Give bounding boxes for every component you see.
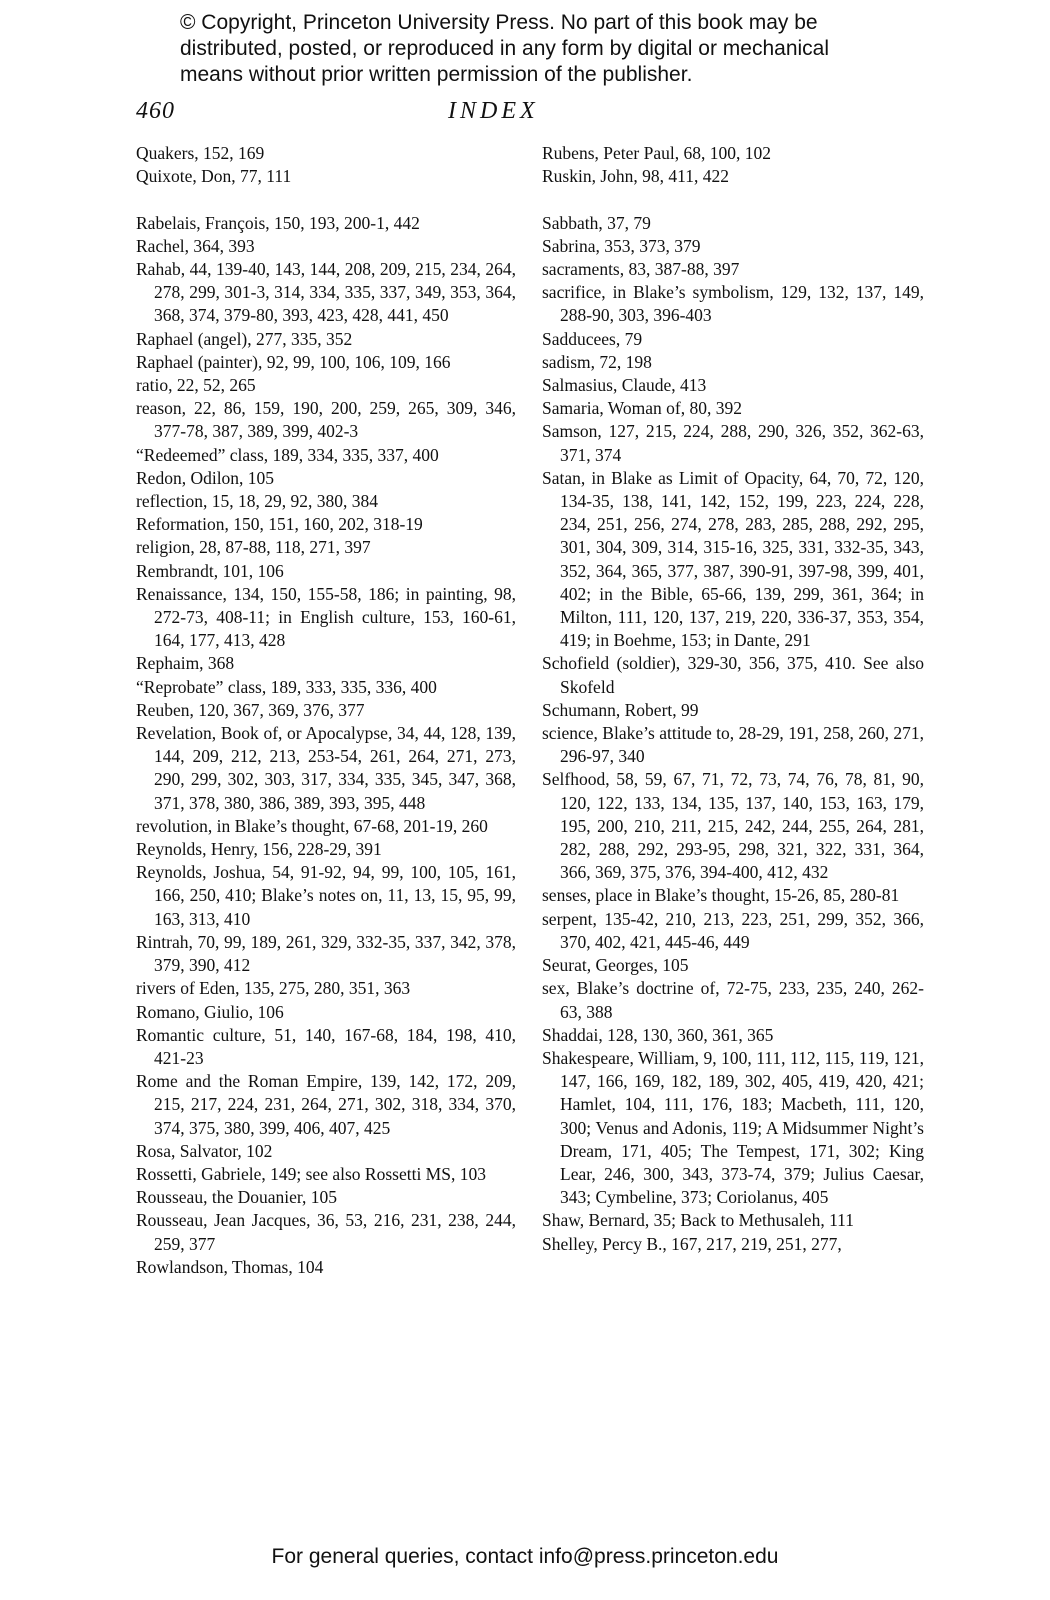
copyright-line: means without prior written permission of the publisher.	[180, 63, 693, 86]
index-entry: science, Blake’s attitude to, 28-29, 191, 258, 260, 271, 296-97, 340	[542, 723, 924, 767]
footer-contact: For general queries, contact info@press.princeton.edu	[271, 1545, 779, 1568]
index-entry: Shaw, Bernard, 35; Back to Methusaleh, 111	[542, 1210, 855, 1231]
index-entry: Romantic culture, 51, 140, 167-68, 184, 198, 410, 421-23	[136, 1024, 516, 1068]
index-entry: Rephaim, 368	[136, 653, 235, 674]
index-entry: Rome and the Roman Empire, 139, 142, 172, 209, 215, 217, 224, 231, 264, 271, 302, 318, 334, 370, 374, 375, 380, 399, 406, 407, 425	[136, 1071, 516, 1138]
index-entry: Rachel, 364, 393	[136, 235, 255, 256]
index-entry: Raphael (angel), 277, 335, 352	[136, 328, 353, 349]
index-entry: Romano, Giulio, 106	[136, 1001, 284, 1022]
index-entry: Reuben, 120, 367, 369, 376, 377	[136, 699, 365, 720]
index-entry: Rabelais, François, 150, 193, 200-1, 442	[136, 212, 420, 233]
index-entry: senses, place in Blake’s thought, 15-26, 85, 280-81	[542, 885, 900, 906]
index-entry: Schumann, Robert, 99	[542, 699, 699, 720]
index-entry: Salmasius, Claude, 413	[542, 375, 707, 396]
index-entry: sacrifice, in Blake’s symbolism, 129, 132, 137, 149, 288-90, 303, 396-403	[542, 282, 924, 326]
index-entry: Ruskin, John, 98, 411, 422	[542, 166, 730, 187]
index-entry: ratio, 22, 52, 265	[136, 375, 256, 396]
copyright-line: © Copyright, Princeton University Press. No part of this book may be	[180, 11, 818, 34]
index-entry: reason, 22, 86, 159, 190, 200, 259, 265, 309, 346, 377-78, 387, 389, 399, 402-3	[136, 398, 516, 442]
index-entry: rivers of Eden, 135, 275, 280, 351, 363	[136, 978, 411, 999]
index-entry: Shakespeare, William, 9, 100, 111, 112, 115, 119, 121, 147, 166, 169, 182, 189, 302, 405, 419, 420, 421; Hamlet, 104, 111, 176, 183; Macbeth, 111, 120, 300; Venus and Adonis, 119; A Midsummer Night’s Dream, 171, 405; The Tempest, 171, 302; King Lear, 246, 300, 343, 373-74, 379; Julius Caesar, 343; Cymbeline, 373; Coriolanus, 405	[542, 1047, 924, 1208]
page-header	[0, 98, 1050, 132]
index-entry: Sadducees, 79	[542, 328, 643, 349]
index-entry: Reynolds, Joshua, 54, 91-92, 94, 99, 100, 105, 161, 166, 250, 410; Blake’s notes on, 11, 13, 15, 95, 99, 163, 313, 410	[136, 862, 516, 929]
index-entry: Seurat, Georges, 105	[542, 955, 689, 976]
index-entry: Redon, Odilon, 105	[136, 467, 275, 488]
index-entry: Raphael (painter), 92, 99, 100, 106, 109, 166	[136, 351, 451, 372]
index-entry: Sabrina, 353, 373, 379	[542, 235, 701, 256]
index-entry: Renaissance, 134, 150, 155-58, 186; in painting, 98, 272-73, 408-11; in English culture, 153, 160-61, 164, 177, 413, 428	[136, 583, 516, 651]
copyright-line: distributed, posted, or reproduced in any form by digital or mechanical	[180, 37, 830, 60]
index-entry: sacraments, 83, 387-88, 397	[542, 259, 740, 279]
index-entry: “Reprobate” class, 189, 333, 335, 336, 400	[136, 676, 437, 697]
index-entry: Reformation, 150, 151, 160, 202, 318-19	[136, 514, 423, 535]
index-entry: Quakers, 152, 169	[136, 143, 265, 163]
index-entry: Revelation, Book of, or Apocalypse, 34, 44, 128, 139, 144, 209, 212, 213, 253-54, 261, 264, 271, 273, 290, 299, 302, 303, 317, 334, 335, 345, 347, 368, 371, 378, 380, 386, 389, 393, 395, 448	[136, 723, 516, 813]
index-entry: Rembrandt, 101, 106	[136, 560, 284, 581]
index-entry: Rossetti, Gabriele, 149; see also Rossetti MS, 103	[136, 1163, 486, 1184]
index-entry: Schofield (soldier), 329-30, 356, 375, 410. See also Skofeld	[542, 653, 924, 697]
index-entry: Shelley, Percy B., 167, 217, 219, 251, 277,	[542, 1233, 842, 1254]
index-entry: Quixote, Don, 77, 111	[136, 166, 292, 187]
index-entry: Samaria, Woman of, 80, 392	[542, 398, 742, 419]
index-column-right	[542, 142, 924, 1256]
index-entry: Rosa, Salvator, 102	[136, 1140, 273, 1161]
index-entry: sadism, 72, 198	[542, 351, 652, 372]
index-entry: Rintrah, 70, 99, 189, 261, 329, 332-35, 337, 342, 378, 379, 390, 412	[136, 931, 516, 976]
index-entry: Satan, in Blake as Limit of Opacity, 64, 70, 72, 120, 134-35, 138, 141, 142, 152, 199, 223, 224, 228, 234, 251, 256, 274, 278, 283, 285, 288, 292, 295, 301, 304, 309, 314, 315-16, 325, 331, 332-35, 343, 352, 364, 365, 377, 387, 390-91, 397-98, 399, 401, 402; in the Bible, 65-66, 139, 299, 361, 364; in Milton, 111, 120, 137, 219, 220, 336-37, 353, 354, 419; in Boehme, 153; in Dante, 291	[542, 467, 924, 651]
index-entry: Rahab, 44, 139-40, 143, 144, 208, 209, 215, 234, 264, 278, 299, 301-3, 314, 334, 335, 337, 349, 353, 364, 368, 374, 379-80, 393, 423, 428, 441, 450	[136, 259, 516, 326]
running-head: INDEX	[448, 98, 539, 124]
index-entry: reflection, 15, 18, 29, 92, 380, 384	[136, 491, 379, 512]
index-entry: “Redeemed” class, 189, 334, 335, 337, 400	[136, 444, 439, 465]
index-column-left	[136, 142, 516, 1279]
index-entry: Reynolds, Henry, 156, 228-29, 391	[136, 839, 382, 860]
index-entry: Rousseau, Jean Jacques, 36, 53, 216, 231, 238, 244, 259, 377	[136, 1210, 516, 1254]
index-entry: Rowlandson, Thomas, 104	[136, 1256, 324, 1277]
index-entry: sex, Blake’s doctrine of, 72-75, 233, 235, 240, 262-63, 388	[542, 978, 924, 1022]
index-entry: Rubens, Peter Paul, 68, 100, 102	[542, 143, 771, 163]
copyright-notice	[180, 10, 940, 88]
index-entry: religion, 28, 87-88, 118, 271, 397	[136, 537, 371, 558]
index-entry: Sabbath, 37, 79	[542, 212, 651, 233]
index-entry: revolution, in Blake’s thought, 67-68, 201-19, 260	[136, 815, 488, 836]
index-entry: Samson, 127, 215, 224, 288, 290, 326, 352, 362-63, 371, 374	[542, 421, 924, 465]
index-entry: Shaddai, 128, 130, 360, 361, 365	[542, 1024, 774, 1045]
index-entry: Selfhood, 58, 59, 67, 71, 72, 73, 74, 76, 78, 81, 90, 120, 122, 133, 134, 135, 137, 140, 153, 163, 179, 195, 200, 210, 211, 215, 242, 244, 255, 264, 281, 282, 288, 292, 293-95, 298, 321, 322, 331, 364, 366, 369, 375, 376, 394-400, 412, 432	[542, 769, 924, 883]
page-number: 460	[136, 98, 175, 124]
index-entry: serpent, 135-42, 210, 213, 223, 251, 299, 352, 366, 370, 402, 421, 445-46, 449	[542, 908, 924, 952]
index-entry: Rousseau, the Douanier, 105	[136, 1187, 337, 1208]
